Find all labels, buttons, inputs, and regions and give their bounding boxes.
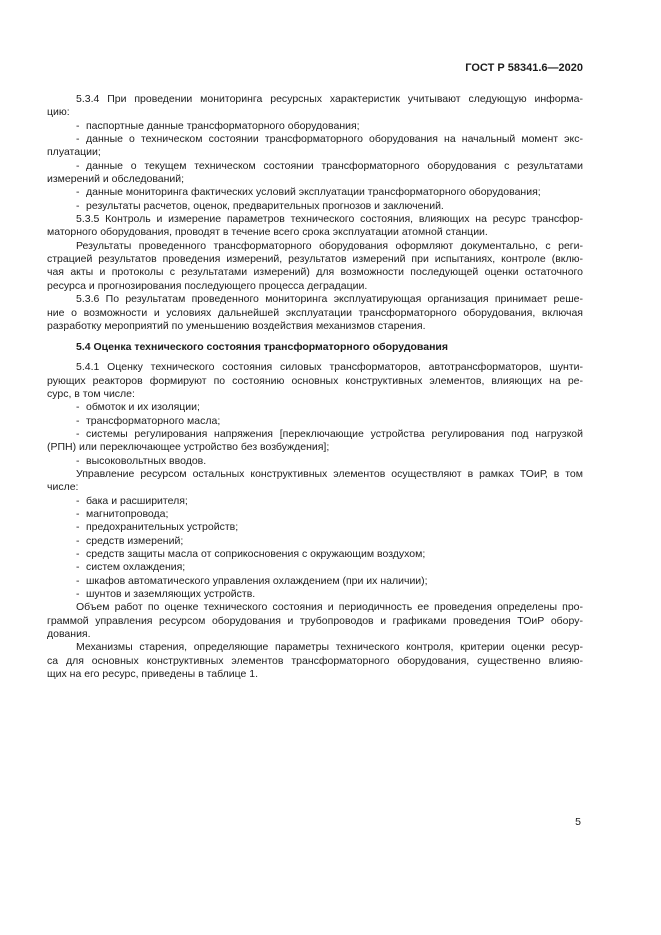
list-item-text: трансформаторного масла; [86, 414, 221, 427]
text-line: числе: [47, 481, 79, 494]
text-line: разработку мероприятий по уменьшению воздействия механизмов старения. [47, 319, 426, 332]
paragraph [47, 240, 583, 293]
list-item-text: магнитопровода; [86, 508, 169, 520]
list-item-marker: - [76, 186, 80, 199]
list-item [47, 508, 583, 521]
text-line: ресурса и прогнозирования последующего процесса деградации. [47, 279, 368, 292]
list-item-text: результаты расчетов, оценок, предварительных прогнозов и заключений. [86, 199, 444, 212]
list-item-marker: - [76, 494, 80, 507]
text-line: чая акты и протоколы с результатами измерений) для возможности последующей оценки остаточного [47, 266, 583, 279]
list-item-marker: - [76, 588, 80, 601]
list-item-marker: - [76, 574, 80, 587]
text-line: (РПН) или переключающее устройство без возбуждения]; [47, 441, 330, 454]
page-number: 5 [575, 816, 581, 828]
list-item-marker: - [76, 521, 80, 534]
section-heading: 5.4 Оценка технического состояния трансформаторного оборудования [76, 341, 449, 354]
list-item [47, 495, 583, 508]
body-text [47, 93, 583, 681]
list-item-text: бака и расширителя; [86, 494, 188, 507]
list-item [47, 133, 583, 160]
list-item-text: средств защиты масла от соприкосновения с окружающим воздухом; [86, 548, 426, 561]
text-line: дования. [47, 628, 91, 641]
list-item [47, 160, 583, 187]
paragraph [47, 641, 583, 681]
list-item-marker: - [76, 159, 80, 172]
list-item-text: паспортные данные трансформаторного оборудования; [86, 119, 360, 132]
text-line: 5.3.4 При проведении мониторинга ресурсных характеристик учитывают следующую информа- [76, 93, 583, 105]
list-item-marker: - [76, 561, 80, 574]
list-item-marker: - [76, 199, 80, 212]
list-item [47, 200, 583, 213]
list-item-text: предохранительных устройств; [86, 521, 239, 534]
list-item-text: средств измерений; [86, 534, 184, 547]
list-item [47, 561, 583, 574]
text-line: щих на его ресурс, приведены в таблице 1. [47, 668, 259, 681]
list-item-marker: - [76, 534, 80, 547]
list-item-text: обмоток и их изоляции; [86, 401, 200, 414]
list-item-marker: - [76, 414, 80, 427]
list-item-text: данные о текущем техническом состоянии трансформаторного оборудования с результатами [86, 159, 583, 172]
list-item [47, 415, 583, 428]
list-item-text: шкафов автоматического управления охлаждением (при их наличии); [86, 574, 428, 587]
list-item-marker: - [76, 508, 80, 520]
list-item-text: шунтов и заземляющих устройств. [86, 588, 256, 601]
list-item [47, 521, 583, 534]
list-item [47, 401, 583, 414]
list-item-marker: - [76, 548, 80, 561]
clause-5-3-5 [47, 213, 583, 240]
list-item [47, 535, 583, 548]
list-item-text: высоковольтных вводов. [86, 454, 207, 467]
clause-5-4-1 [47, 361, 583, 401]
paragraph [47, 468, 583, 495]
text-line: Механизмы старения, определяющие параметры технического контроля, критерии оценки ресур- [76, 641, 583, 654]
list-item [47, 186, 583, 199]
standard-id-header: ГОСТ Р 58341.6—2020 [465, 62, 583, 74]
text-line: са для основных конструктивных элементов трансформаторного оборудования, существенно влияю- [47, 654, 583, 667]
list-item-text: системы регулирования напряжения [переключающие устройства регулирования под нагрузкой [86, 427, 583, 440]
text-line: 5.3.5 Контроль и измерение параметров технического состояния, влияющих на ресурс трансфор- [76, 213, 583, 226]
text-line: рующих реакторов формируют по состоянию основных конструктивных элементов, влияющих на ре- [47, 374, 583, 387]
text-line: граммой управления ресурсом оборудования и трубопроводов и графиками проведения ТОиР обору- [47, 614, 583, 627]
text-line: плуатации; [47, 146, 101, 159]
list-item [47, 455, 583, 468]
text-line: Управление ресурсом остальных конструктивных элементов осуществляют в рамках ТОиР, в том [76, 467, 583, 480]
text-line: Результаты проведенного трансформаторного оборудования оформляют документально, с реги- [76, 239, 583, 252]
list-item-marker: - [76, 119, 80, 132]
list-item [47, 575, 583, 588]
text-line: сурс, в том числе: [47, 387, 135, 400]
list-item-text: данные о техническом состоянии трансформаторного оборудования на начальный момент экс- [86, 133, 583, 146]
list-item-text: систем охлаждения; [86, 561, 186, 574]
text-line: измерений и обследований; [47, 173, 185, 186]
clause-5-3-6 [47, 293, 583, 333]
text-line: Объем работ по оценке технического состояния и периодичность ее проведения определены про- [76, 601, 583, 614]
text-line: ние о возможности и условиях дальнейшей эксплуатации трансформаторного оборудования, включая [47, 306, 583, 319]
text-line: маторного оборудования, проводят в течение всего срока эксплуатации атомной станции. [47, 226, 488, 239]
list-item [47, 548, 583, 561]
text-line: 5.4.1 Оценку технического состояния силовых трансформаторов, автотрансформаторов, шунти- [76, 361, 583, 374]
list-item [47, 428, 583, 455]
list-item-marker: - [76, 133, 80, 146]
text-line: страцией результатов проведения измерений, результатов измерений при испытаниях, контроле (вклю- [47, 253, 583, 266]
list-item [47, 588, 583, 601]
list-item-marker: - [76, 454, 80, 467]
list-item-marker: - [76, 401, 80, 414]
paragraph [47, 601, 583, 641]
list-item [47, 120, 583, 133]
list-item-text: данные мониторинга фактических условий эксплуатации трансформаторного оборудования; [86, 186, 541, 199]
clause-5-3-4 [47, 93, 583, 120]
text-line: цию: [47, 106, 70, 119]
list-item-marker: - [76, 427, 80, 440]
text-line: 5.3.6 По результатам проведенного мониторинга эксплуатирующая организация принимает реше- [76, 293, 583, 306]
